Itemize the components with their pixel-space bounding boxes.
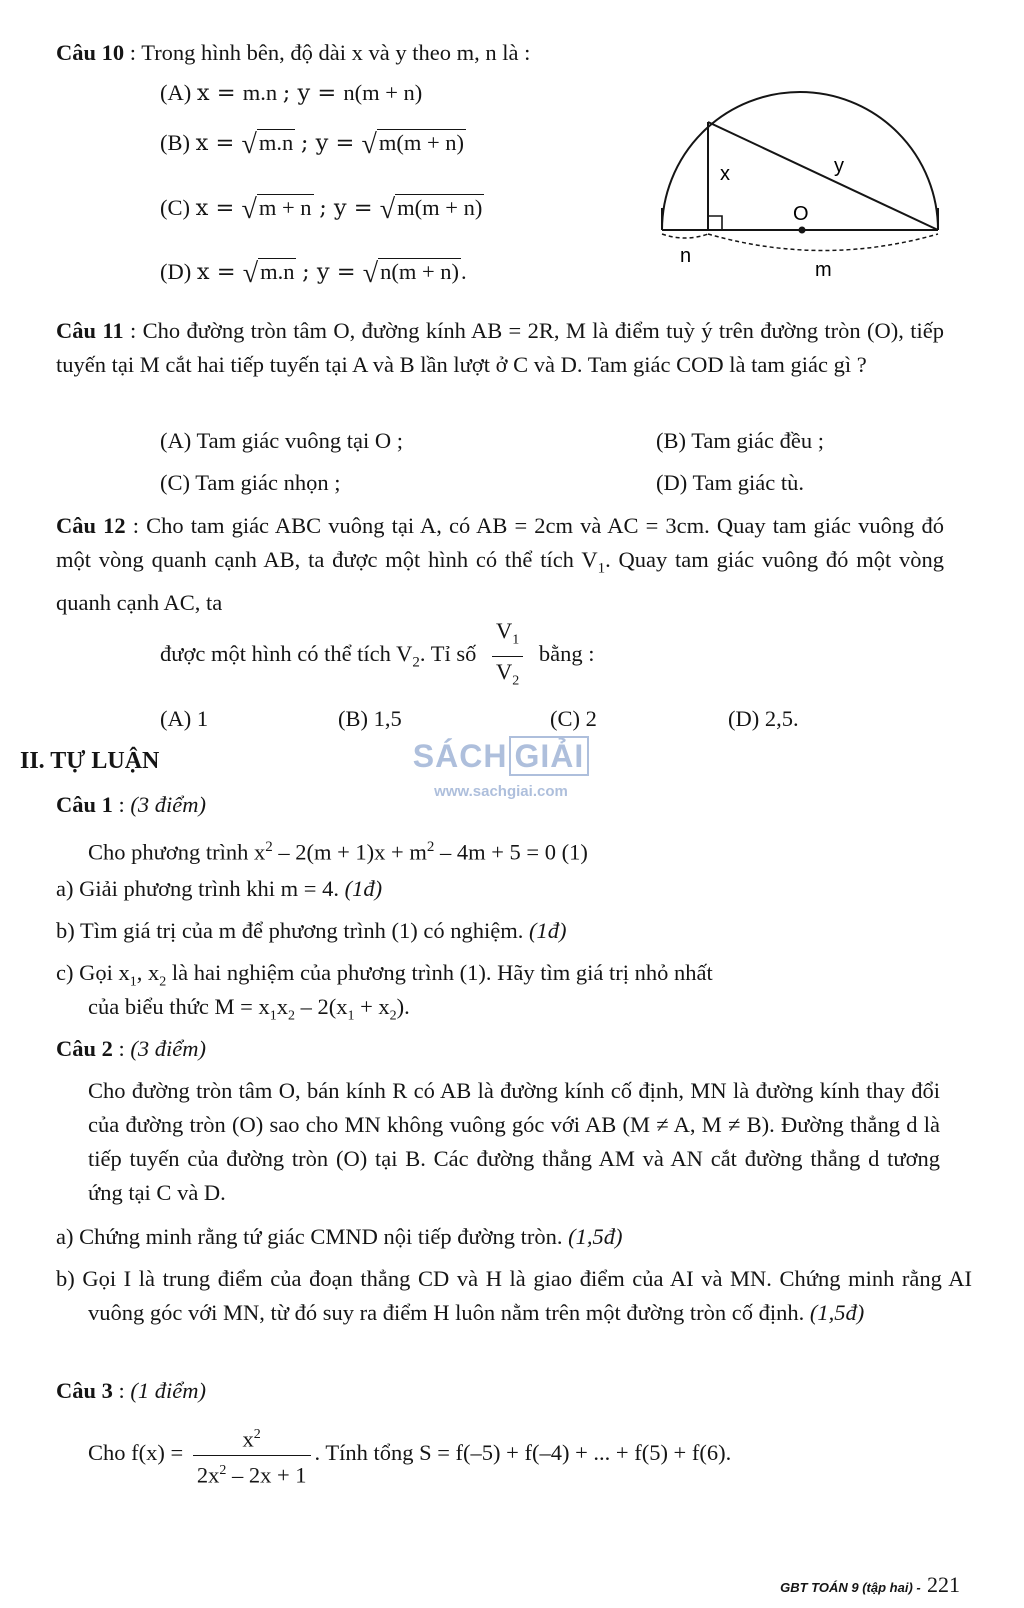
label-n: n <box>680 245 692 267</box>
e1-part-b: b) Tìm giá trị của m để phương trình (1) có nghiệm. (1đ) <box>56 918 567 943</box>
q11-option-a: (A) Tam giác vuông tại O ; <box>160 428 403 453</box>
sqrt-radical: √m + n <box>241 194 312 225</box>
e1-part-c-cont: của biểu thức $M = x_1x_2 - 2(x_1 + x_2)$. <box>88 994 410 1024</box>
q12-ratio-line: được một hình có thể tích $V_2$. Tỉ số $\frac{V_1}{V_2}$ bằng : <box>160 616 595 696</box>
sqrt-radical: √n(m + n) <box>362 258 460 289</box>
label-o: O <box>793 203 809 225</box>
option-letter: (A) <box>160 80 192 105</box>
e1-equation: Cho phương trình $x^2 - 2(m + 1)x + m^2 - 4m + 5 = 0$ (1) <box>88 839 588 865</box>
sqrt-radical: √m(m + n) <box>379 194 483 225</box>
q10-a-x: m.n <box>242 80 278 105</box>
q11-option-c: (C) Tam giác nhọn ; <box>160 470 341 495</box>
sqrt-radical: √m.n <box>241 129 294 160</box>
book-title: GBT TOÁN 9 (tập hai) - <box>780 1580 921 1595</box>
e2-heading: Câu 2 : (3 điểm) <box>56 1036 207 1061</box>
e2-paragraph: Cho đường tròn tâm O, bán kính R có AB là đường kính cố định, MN là đường kính thay đổi của đường tròn (O) sao cho MN không vuông góc với AB (M ≠ A, M ≠ B). Đường thẳng d là tiếp tuyến của đường tròn (O) tại B. Các đường thẳng AM và AN cắt đường thẳng d tương ứng tại C và D. <box>88 1078 940 1205</box>
e2-part-b: b) Gọi I là trung điểm của đoạn thẳng CD và H là giao điểm của AI và MN. Chứng minh rằng AI vuông góc với MN, từ đó suy ra điểm H luôn nằm trên một đường tròn cố định. (1,5đ) <box>56 1266 972 1325</box>
q12-option-c: (C) 2 <box>550 706 597 731</box>
e3-formula: Cho f(x) = $\frac{x^2}{2x^2 - 2x + 1}$ . Tính tổng S = f(–5) + f(–4) + ... + f(5) + f(6). <box>88 1420 731 1490</box>
option-letter: (C) <box>160 195 190 220</box>
e1-heading: Câu 1 : (3 điểm) <box>56 792 207 817</box>
q12-option-d: (D) 2,5. <box>728 706 799 731</box>
q10-option-b: (B) x = √m.n ; y = √m(m + n) <box>160 126 466 162</box>
option-letter: (B) <box>160 130 190 155</box>
q11-text: : Cho đường tròn tâm O, đường kính AB = 2R, M là điểm tuỳ ý trên đường tròn (O), tiếp tuyến tại M cắt hai tiếp tuyến tại A và B lần lượt ở C và D. Tam giác COD là tam giác gì ? <box>56 318 944 377</box>
ratio-fraction: $\frac{V_1}{V_2}$ <box>492 616 523 696</box>
label-y: y <box>834 155 844 177</box>
e2-part-a: a) Chứng minh rằng tứ giác CMND nội tiếp đường tròn. (1,5đ) <box>56 1224 623 1249</box>
f-fraction: $\frac{x^2}{2x^2 - 2x + 1}$ <box>193 1420 311 1490</box>
q12-stem: Câu 12 : Cho tam giác ABC vuông tại A, có AB = 2cm và AC = 3cm. Quay tam giác vuông đó một vòng quanh cạnh AB, ta được một hình có thể tích $V_1$. Quay tam giác vuông đó một vòng quanh cạnh AC, ta <box>56 513 944 615</box>
q10-label: Câu 10 <box>56 40 125 65</box>
q12-label: Câu 12 <box>56 513 126 538</box>
q10-a-y: n(m + n) <box>343 80 423 105</box>
watermark-url: www.sachgiai.com <box>434 783 568 800</box>
q10-stem <box>56 36 776 70</box>
label-x: x <box>720 163 730 185</box>
page-number: 221 <box>927 1572 960 1597</box>
sqrt-radical: √m(m + n) <box>361 129 465 160</box>
q11-option-d: (D) Tam giác tù. <box>656 470 804 495</box>
label-m: m <box>815 259 832 281</box>
q11-stem <box>56 314 944 382</box>
watermark-logo: SÁCH GIẢI www.sachgiai.com <box>396 736 606 802</box>
q10-option-c: (C) x = √m + n ; y = √m(m + n) <box>160 191 484 227</box>
q10-option-a: (A) x = m.n ; y = n(m + n) <box>160 80 423 106</box>
e1-part-a: a) Giải phương trình khi m = 4. (1đ) <box>56 876 383 901</box>
q11-option-b: (B) Tam giác đều ; <box>656 428 824 453</box>
option-letter: (D) <box>160 259 192 284</box>
q11-label: Câu 11 <box>56 318 124 343</box>
q12-option-a: (A) 1 <box>160 706 209 731</box>
q12-option-b: (B) 1,5 <box>338 706 402 731</box>
q10-option-d: (D) x = √m.n ; y = √n(m + n). <box>160 255 467 291</box>
q10-text: : Trong hình bên, độ dài x và y theo m, n là : <box>124 40 531 65</box>
page-footer <box>780 1568 960 1605</box>
sqrt-radical: √m.n <box>242 258 295 289</box>
e3-heading: Câu 3 : (1 điểm) <box>56 1378 207 1403</box>
semicircle-diagram <box>650 82 950 282</box>
e1-part-c: c) Gọi $x_1$, $x_2$ là hai nghiệm của phương trình (1). Hãy tìm giá trị nhỏ nhất <box>56 960 713 990</box>
section-title: II. TỰ LUẬN <box>20 748 160 774</box>
